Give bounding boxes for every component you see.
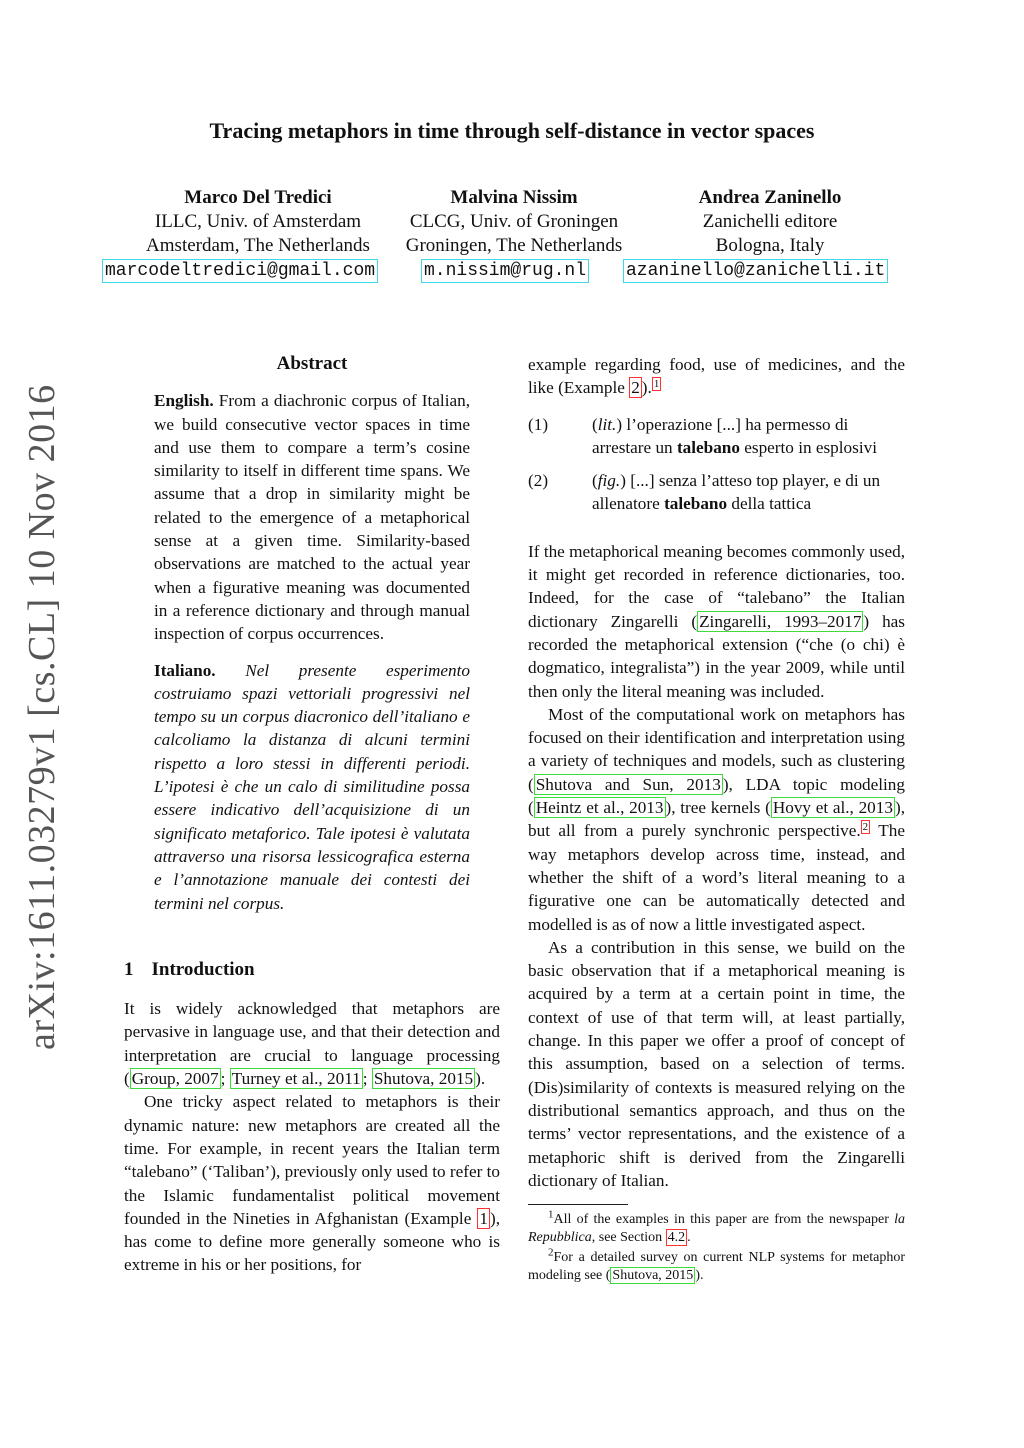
author-email-link-1[interactable]: marcodeltredici@gmail.com (102, 259, 378, 283)
right-paragraph-5: As a contribution in this sense, we build on the basic observation that if a metaphorical meaning is acquired by a term at a certain point in time, the context of use of that term will, at least partially, change. In this paper we offer a proof of concept of this assumption, based on a selection of terms. (Dis)similarity of contexts is measured relying on the distributional semantics approach, and thus on the terms’ vector representations, and the existence of a metaphoric shift is derived from the Zingarelli dictionary of Italian. (528, 937, 905, 1190)
paper-title: Tracing metaphors in time through self-distance in vector spaces (209, 118, 815, 143)
author-name: Malvina Nissim (450, 187, 578, 208)
footnote-rule (528, 1204, 628, 1205)
citation-link[interactable]: Heintz et al., 2013 (535, 798, 664, 818)
author-email-link-2[interactable]: m.nissim@rug.nl (421, 259, 589, 283)
footnote-ref-link[interactable]: 1 (653, 377, 660, 390)
author-name: Marco Del Tredici (184, 187, 332, 208)
abstract-body (124, 389, 500, 915)
author-location: Amsterdam, The Netherlands (146, 235, 370, 256)
author-affiliation: CLCG, Univ. of Groningen (409, 211, 619, 232)
intro-paragraph-2: One tricky aspect related to metaphors is their dynamic nature: new metaphors are created all the time. For example, in recent years the Italian term “talebano” (‘Taliban’), previously only used to refer to the Islamic fundamentalist political movement founded in the Nineties in Afghanistan (Example 1 ), has come to define more generally someone who is extreme in his or her positions, for (124, 1092, 500, 1275)
example-ref-link[interactable]: 1 (479, 1208, 488, 1228)
footnote-1: $^1$All of the examples in this paper are from the newspaper la Repubblica, see Section 4.2 . (528, 1208, 905, 1246)
section-title: Introduction (151, 958, 255, 980)
section-number: 1 (124, 958, 134, 980)
footnotes (528, 1204, 905, 1285)
footnote-2: $^2$For a detailed survey on current NLP systems for metaphor modeling see ( Shutova, 2015 ). (528, 1246, 905, 1284)
author-name: Andrea Zaninello (698, 187, 842, 208)
example-number: (1) (528, 414, 549, 434)
citation-link[interactable]: Shutova, 2015 (373, 1069, 474, 1089)
author-location: Groningen, The Netherlands (405, 235, 623, 256)
section-heading-introduction (124, 958, 500, 981)
author-block-2 (364, 186, 664, 258)
example-1: (1) (lit.) l’operazione [...] ha permesso di arrestare un talebano esperto in esplosivi (528, 414, 877, 457)
abstract-it-text: Nel presente esperimento costruiamo spazi vettoriali progressivi nel tempo su un corpus diacronico dell’italiano e calcoliamo la distanza di alcuni termini rispetto a loro stessi in differenti periodi. L’ipotesi è che un calo di similitudine possa essere indicativo dell’acquisizione di un significato metaforico. Tale ipotesi è valutata attraverso una risorsa lessicografica esterna e l’annotazione manuale dei contesti dei termini nel corpus. (154, 660, 470, 913)
example-2: (2) (fig.) [...] senza l’atteso top player, e di un allenatore talebano della tattica (528, 471, 881, 514)
author-affiliation: ILLC, Univ. of Amsterdam (154, 211, 362, 232)
author-location: Bologna, Italy (715, 235, 825, 256)
citation-link[interactable]: Turney et al., 2011 (231, 1069, 361, 1089)
arxiv-stamp: arXiv:1611.03279v1 [cs.CL] 10 Nov 2016 (21, 384, 63, 1050)
author-block-1 (108, 186, 408, 258)
citation-link[interactable]: Shutova and Sun, 2013 (535, 774, 721, 794)
citation-link[interactable]: Shutova, 2015 (612, 1268, 694, 1284)
abstract-english (154, 389, 470, 645)
author-block-3 (620, 186, 920, 258)
example-ref-link[interactable]: 2 (631, 378, 640, 398)
abstract-en-text: From a diachronic corpus of Italian, we build consecutive vector spaces in time and use them to compare a term’s cosine similarity to itself in different time spans. We assume that a drop in similarity might be related to the emergence of a metaphorical sense at a given time. Similarity-based observations are matched to the actual year when a figurative meaning was documented in a reference dictionary and through manual inspection of corpus occurrences. (154, 391, 470, 644)
abstract-italian (154, 659, 470, 915)
abstract-en-label: English. (154, 391, 214, 411)
left-column (124, 352, 500, 1277)
citation-link[interactable]: Zingarelli, 1993–2017 (699, 611, 862, 631)
right-paragraph-4: Most of the computational work on metaphors has focused on their identification and interpretation using a variety of techniques and models, such as clustering ( Shutova and Sun, 2013 ), LDA topic modeling ( Heintz et al., 2013 ), tree kernels ( Hovy et al., 2013 ), but all from a purely synchronic perspective. $^2$ The way metaphors develop across time, instead, and whether the shift of a word’s literal meaning to a figurative one can be automatically detected and modelled is as of now a little investigated aspect. (528, 704, 905, 934)
citation-link[interactable]: Group, 2007 (131, 1069, 219, 1089)
continuation-paragraph: example regarding food, use of medicines, and the like (Example 2 ). $^1$ (528, 355, 905, 398)
intro-paragraph-1: It is widely acknowledged that metaphors are pervasive in language use, and that their detection and interpretation are crucial to language processing ( Group, 2007 ; Turney et al., 2011 ; Shutova, 2015 ). (124, 999, 500, 1089)
right-column (528, 353, 905, 1285)
section-ref-link[interactable]: 4.2 (667, 1230, 686, 1246)
abstract-it-label: Italiano. (154, 660, 216, 680)
abstract-heading: Abstract (276, 353, 348, 374)
citation-link[interactable]: Hovy et al., 2013 (772, 798, 893, 818)
author-email-link-3[interactable]: azaninello@zanichelli.it (623, 259, 888, 283)
author-affiliation: Zanichelli editore (702, 211, 838, 232)
right-paragraph-3: If the metaphorical meaning becomes commonly used, it might get recorded in reference dictionaries, too. Indeed, for the case of “talebano” the Italian dictionary Zingarelli ( Zingarelli, 1993–2017 ) has recorded the metaphorical extension (“che (o chi) è dogmatico, integralista”) in the year 2009, while until then only the literal meaning was included. (528, 541, 905, 701)
footnote-ref-link[interactable]: 2 (862, 820, 869, 833)
example-number: (2) (528, 471, 549, 491)
